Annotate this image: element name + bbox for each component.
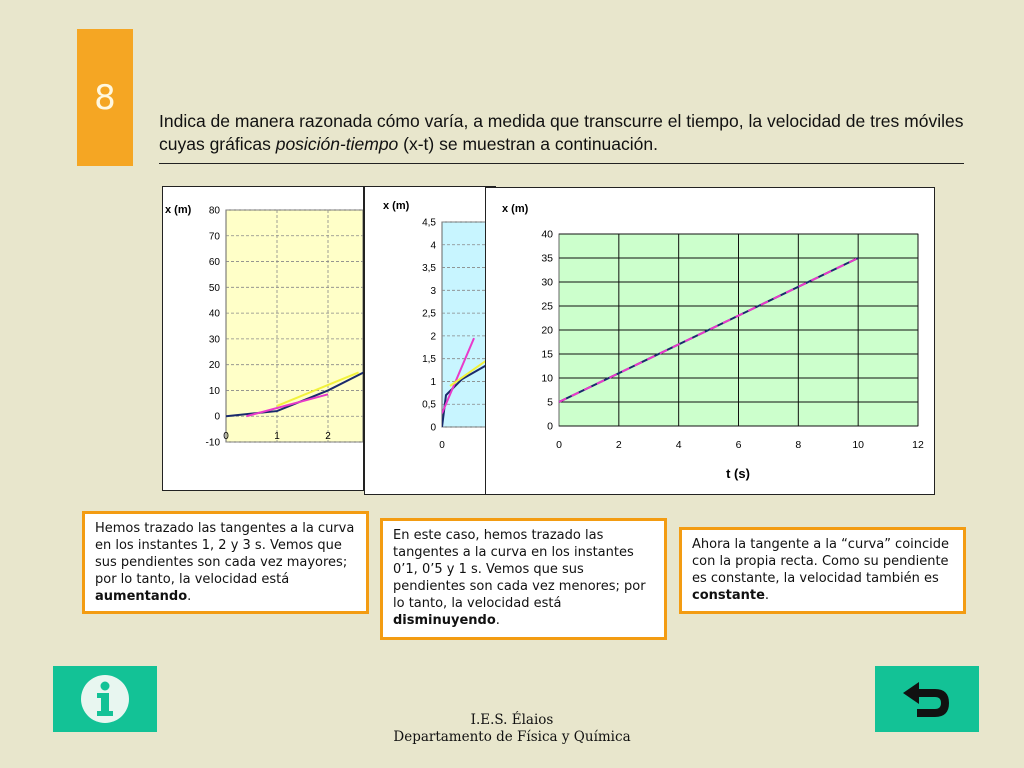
chart-3-xtick-label: 0 (556, 439, 562, 451)
chart-3-ytick-label: 15 (541, 348, 553, 361)
footer-department: Departamento de Física y Química (393, 729, 631, 745)
info-button[interactable] (53, 666, 157, 732)
chart-decelerating (364, 186, 496, 495)
note-1-text: Hemos trazado las tangentes a la curva en los instantes 1, 2 y 3 s. Vemos que sus pendientes son cada vez mayores; por lo tanto, la velocidad está (95, 521, 355, 587)
note-1-end: . (187, 589, 192, 604)
chart-2-ytick-label: 3,5 (422, 263, 436, 275)
chart-2-ytick-label: 1,5 (422, 354, 436, 366)
chart-1-xtick-label: 1 (274, 431, 280, 442)
chart-2-ytick-label: 4,5 (422, 217, 436, 229)
chart-3-xtick-label: 6 (735, 439, 742, 451)
chart-2-ylabel: x (m) (383, 200, 410, 212)
chart-2-ytick-label: 4 (430, 240, 436, 252)
chart-3-ytick-label: 10 (541, 372, 553, 385)
chart-2-ytick-label: 1 (430, 376, 436, 388)
note-3-end: . (764, 588, 770, 603)
chart-2-xtick-label: 0 (439, 440, 445, 451)
slide-number-badge (77, 29, 133, 166)
chart-1-plot-area (226, 210, 363, 442)
note-2-end: . (495, 613, 500, 628)
title-text: Indica de manera razonada cómo varía, a medida que transcurre el tiempo, la velocidad de tres móviles cuyas gráficas (159, 111, 964, 154)
note-constant (679, 527, 966, 614)
chart-3-ytick-label: 25 (541, 300, 553, 313)
chart-2-ytick-label: 0 (430, 422, 436, 434)
chart-3-ytick-label: 20 (541, 324, 553, 337)
info-icon (79, 673, 131, 725)
chart-1-ytick-label: 60 (208, 257, 220, 269)
title-italic-text: posición-tiempo (275, 134, 399, 154)
chart-3-ylabel: x (m) (502, 203, 529, 215)
return-button[interactable] (875, 666, 979, 732)
chart-3-xtick-label: 2 (615, 439, 622, 451)
chart-1-ylabel: x (m) (165, 204, 192, 216)
chart-1-ytick-label: 40 (208, 308, 220, 320)
chart-1-xtick-label: 2 (325, 431, 331, 442)
chart-3-svg (486, 188, 934, 494)
note-1-bold: aumentando (95, 589, 188, 604)
chart-1-ytick-label: 50 (208, 282, 220, 294)
title-text-end: (x-t) se muestran a continuación. (398, 134, 658, 154)
chart-1-ytick-label: 10 (208, 385, 220, 397)
chart-2-ytick-label: 0,5 (422, 399, 436, 411)
chart-1-ytick-label: 20 (208, 360, 220, 372)
chart-2-ytick-label: 2 (430, 331, 436, 343)
chart-3-xtick-label: 10 (852, 439, 865, 451)
chart-2-ytick-label: 3 (430, 285, 436, 297)
chart-1-ytick-label: 80 (208, 205, 220, 217)
note-decelerating (380, 518, 667, 640)
chart-2-ytick-label: 2,5 (422, 308, 436, 320)
chart-constant (485, 187, 935, 495)
chart-1-svg (163, 187, 363, 490)
chart-1-ytick-label: 70 (208, 231, 220, 243)
chart-3-ytick-label: 35 (541, 252, 553, 265)
chart-1-ytick-label: -10 (205, 437, 220, 449)
chart-3-ytick-label: 30 (541, 276, 553, 289)
chart-accelerating (162, 186, 364, 491)
chart-1-ytick-label: 0 (214, 411, 220, 423)
note-3-bold: constante (692, 588, 765, 603)
slide-title (159, 110, 969, 156)
chart-3-ytick-label: 0 (547, 420, 553, 433)
chart-3-xlabel: t (s) (726, 466, 750, 481)
chart-3-xtick-label: 4 (675, 439, 682, 451)
note-accelerating (82, 511, 369, 614)
chart-3-ytick-label: 40 (541, 228, 553, 241)
title-divider (159, 163, 964, 164)
chart-1-xtick-label: 0 (223, 431, 229, 442)
chart-2-svg (365, 187, 495, 494)
note-3-text: Ahora la tangente a la “curva” coincide con la propia recta. Como su pendiente es constante, la velocidad también es (692, 537, 950, 586)
chart-1-ytick-label: 30 (208, 334, 220, 346)
footer-school: I.E.S. Élaios (470, 712, 554, 728)
chart-3-xtick-label: 8 (795, 439, 802, 451)
note-2-text: En este caso, hemos trazado las tangentes a la curva en los instantes 0’1, 0’5 y 1 s. Vemos que sus pendientes son cada vez menores; por lo tanto, la velocidad está (393, 528, 646, 611)
slide-number: 8 (94, 77, 116, 118)
footer (312, 712, 712, 746)
chart-3-ytick-label: 5 (547, 396, 553, 409)
note-2-bold: disminuyendo (393, 613, 496, 628)
chart-3-xtick-label: 12 (912, 439, 924, 451)
return-arrow-icon (897, 674, 957, 724)
